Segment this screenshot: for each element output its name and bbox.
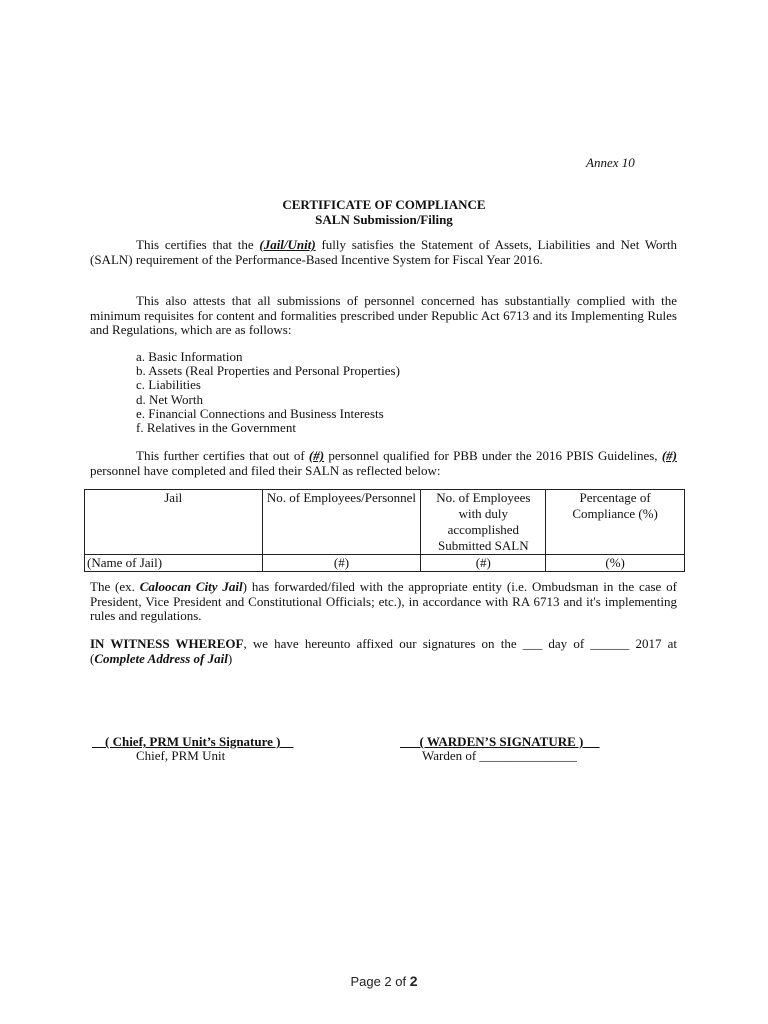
list-item: d. Net Worth — [136, 391, 203, 407]
table-header-row — [85, 490, 685, 555]
certificate-subtitle: SALN Submission/Filing — [315, 212, 453, 227]
witness-close: ) — [227, 650, 233, 666]
para3-pre: This further certifies that out of — [136, 448, 309, 463]
witness-lead: IN WITNESS WHEREOF — [90, 636, 244, 651]
cell-jail-name: (Name of Jail) — [85, 555, 263, 572]
para1-pre: This certifies that the — [136, 237, 260, 252]
paragraph-witness — [90, 637, 677, 666]
example-jail: Caloocan City Jail — [139, 579, 243, 594]
page-number — [0, 973, 768, 989]
witness-text: , we have hereunto affixed our signatures on the ___ day of ______ 2017 at ( — [90, 636, 677, 666]
page-prefix: Page 2 of — [350, 974, 410, 989]
cell-employee-count: (#) — [262, 555, 421, 572]
certificate-title: CERTIFICATE OF COMPLIANCE — [282, 197, 486, 212]
para4-post: ) has forwarded/filed with the appropriate entity (i.e. Ombudsman in the case of President, Vice President and Constitutional Officials; etc.), in accordance with RA 6713 and it's implementing rules and regulations. — [90, 579, 677, 623]
header-percentage: Percentage of Compliance (%) — [546, 490, 685, 555]
document-title — [90, 197, 678, 227]
list-item: c. Liabilities — [136, 377, 201, 393]
warden-title: Warden of _______________ — [422, 748, 577, 763]
warden-signature-line: ( WARDEN’S SIGNATURE ) — [400, 734, 600, 749]
paragraph-forwarded — [90, 580, 677, 624]
table-row — [85, 555, 685, 572]
qualified-count-field: (#) — [308, 448, 325, 463]
list-item: e. Financial Connections and Business Interests — [136, 405, 384, 421]
para3-post: personnel have completed and filed their SALN as reflected below: — [90, 462, 441, 478]
paragraph-certifies — [90, 238, 677, 267]
chief-prm-signature-line: ( Chief, PRM Unit’s Signature ) — [92, 734, 294, 749]
cell-submitted-count: (#) — [421, 555, 546, 572]
cell-percentage: (%) — [546, 555, 685, 572]
chief-prm-title: Chief, PRM Unit — [136, 748, 226, 763]
jail-unit-field: (Jail/Unit) — [259, 237, 316, 252]
paragraph-further-certifies — [90, 449, 677, 478]
page-total: 2 — [409, 973, 418, 989]
list-item: f. Relatives in the Government — [136, 420, 296, 436]
paragraph-attests: This also attests that all submissions of personnel concerned has substantially complied with the minimum requisites for content and formalities prescribed under Republic Act 6713 and its Implementing Rules and Regulations, which are as follows: — [90, 293, 677, 337]
annex-label: Annex 10 — [586, 155, 635, 170]
list-item: b. Assets (Real Properties and Personal Properties) — [136, 363, 400, 379]
para1-post: fully satisfies the Statement of Assets, Liabilities and Net Worth (SALN) requirement of the Performance-Based Incentive System for Fiscal Year 2016. — [90, 237, 677, 267]
jail-address-field: Complete Address of Jail — [94, 650, 228, 666]
header-submitted-saln: No. of Employees with duly accomplished Submitted SALN — [421, 490, 546, 555]
header-employees: No. of Employees/Personnel — [262, 490, 421, 555]
completed-count-field: (#) — [661, 448, 677, 463]
requisites-list — [136, 350, 400, 435]
compliance-table — [84, 489, 685, 572]
list-item: a. Basic Information — [136, 349, 243, 364]
para4-pre: The (ex. — [90, 579, 140, 594]
para3-mid: personnel qualified for PBB under the 2016 PBIS Guidelines, — [324, 448, 662, 463]
header-jail: Jail — [85, 490, 263, 555]
